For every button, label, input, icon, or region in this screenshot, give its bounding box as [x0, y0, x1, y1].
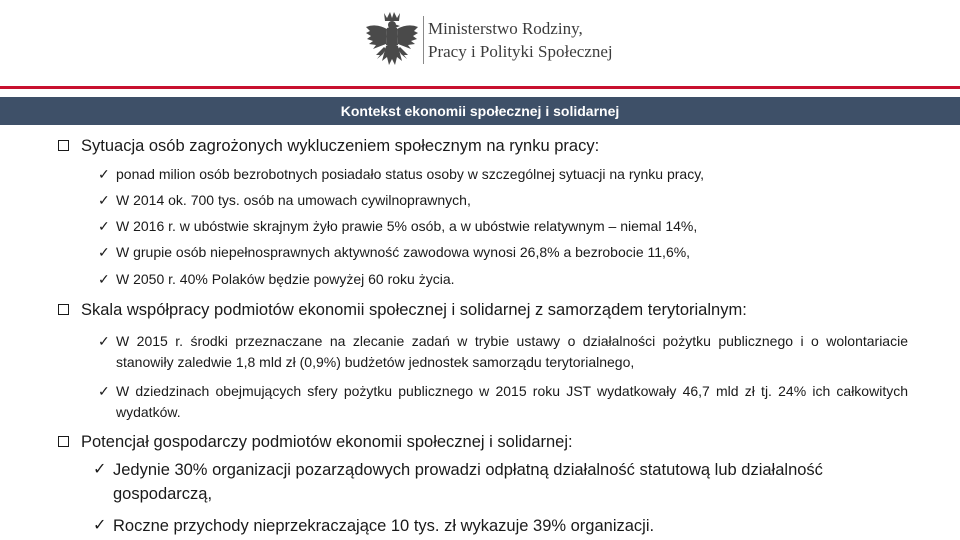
ministry-name-line1: Ministerstwo Rodziny, — [428, 19, 583, 38]
header — [0, 0, 960, 94]
list-item: ✓ ponad milion osób bezrobotnych posiadało status osoby w szczególnej sytuacji na rynku pracy, — [98, 166, 705, 182]
section-heading: Sytuacja osób zagrożonych wykluczeniem społecznym na rynku pracy: — [58, 135, 599, 157]
list-item: ✓ W 2016 r. w ubóstwie skrajnym żyło prawie 5% osób, a w ubóstwie relatywnym – niemal 14%, — [98, 218, 698, 234]
ministry-name — [428, 17, 668, 63]
checkmark-icon: ✓ — [98, 333, 110, 349]
checkmark-icon: ✓ — [98, 192, 110, 208]
section-heading: Skala współpracy podmiotów ekonomii społecznej i solidarnej z samorządem terytorialnym: — [58, 299, 747, 321]
list-item: ✓ Roczne przychody nieprzekraczające 10 tys. zł wykazuje 39% organizacji. — [93, 514, 913, 538]
checkmark-icon: ✓ — [98, 383, 110, 399]
checkmark-icon: ✓ — [98, 218, 110, 234]
logo-separator — [423, 16, 424, 64]
checkmark-icon: ✓ — [93, 517, 107, 534]
checkmark-icon: ✓ — [98, 271, 110, 287]
accent-line — [0, 86, 960, 89]
list-item: ✓ W 2050 r. 40% Polaków będzie powyżej 60 roku życia. — [98, 271, 455, 287]
list-item: ✓ W 2015 r. środki przeznaczane na zlecanie zadań w trybie ustawy o działalności pożytku publicznego i o wolontariacie stanowiły zaledwie 1,8 mld zł (0,9%) budżetów jednostek samorządu terytorialnego, — [98, 333, 908, 370]
checkmark-icon: ✓ — [93, 461, 107, 478]
polish-eagle-emblem-icon — [364, 9, 420, 69]
ministry-name-line2: Pracy i Polityki Społecznej — [428, 42, 613, 61]
list-item: ✓ Jedynie 30% organizacji pozarządowych prowadzi odpłatną działalność statutową lub działalność gospodarczą, — [93, 458, 913, 506]
square-bullet-icon — [58, 436, 69, 447]
list-item: ✓ W dziedzinach obejmujących sfery pożytku publicznego w 2015 roku JST wydatkowały 46,7 mld zł tj. 24% ich całkowitych wydatków. — [98, 383, 908, 420]
slide-title: Kontekst ekonomii społecznej i solidarnej — [0, 97, 960, 125]
square-bullet-icon — [58, 304, 69, 315]
section-heading: Potencjał gospodarczy podmiotów ekonomii społecznej i solidarnej: — [58, 431, 573, 453]
square-bullet-icon — [58, 140, 69, 151]
checkmark-icon: ✓ — [98, 166, 110, 182]
list-item: ✓ W 2014 ok. 700 tys. osób na umowach cywilnoprawnych, — [98, 192, 471, 208]
checkmark-icon: ✓ — [98, 244, 110, 260]
list-item: ✓ W grupie osób niepełnosprawnych aktywność zawodowa wynosi 26,8% a bezrobocie 11,6%, — [98, 244, 691, 260]
